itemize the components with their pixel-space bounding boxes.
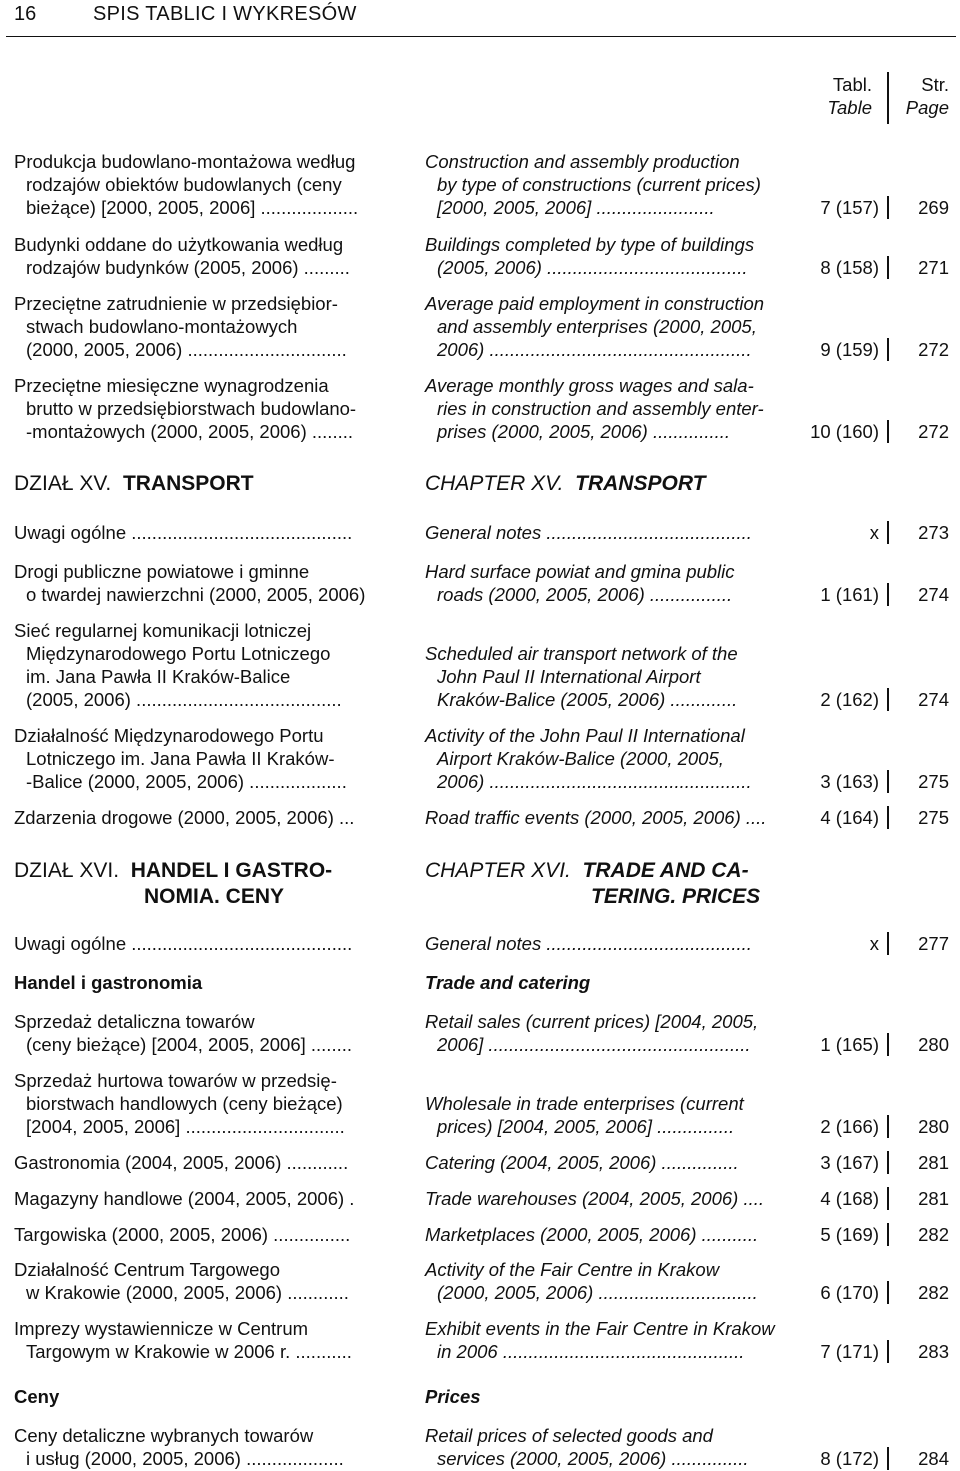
chapter-number: CHAPTER XVI. — [425, 859, 571, 882]
entry-text-line: Sieć regularnej komunikacji lotniczej — [14, 620, 312, 641]
column-divider — [887, 196, 889, 219]
entry-text-line: prices) [2004, 2005, 2006] ............... — [437, 1116, 735, 1137]
toc-entry-en — [425, 1223, 758, 1246]
toc-entry-en — [425, 150, 761, 219]
entry-text-line: Przeciętne zatrudnienie w przedsiębior- — [14, 293, 338, 314]
table-ref[interactable]: 8 (172) — [820, 1448, 879, 1469]
entry-text-line: Average paid employment in construction — [425, 293, 765, 314]
toc-entry-en — [425, 521, 752, 544]
header-rule — [6, 36, 956, 37]
entry-text-line: General notes ........................................ — [425, 933, 752, 954]
page-ref[interactable]: 281 — [918, 1152, 949, 1173]
toc-entry-pl — [14, 292, 347, 361]
entry-text-line: 2006) ................................................... — [437, 771, 752, 792]
column-divider — [887, 583, 889, 606]
toc-entry-en — [425, 1317, 775, 1363]
entry-text-line: Catering (2004, 2005, 2006) ............... — [425, 1152, 739, 1173]
page-ref[interactable]: 282 — [918, 1282, 949, 1303]
toc-entry-en — [425, 724, 752, 793]
entry-text-line: Międzynarodowego Portu Lotniczego — [26, 643, 331, 664]
entry-text-line: Construction and assembly production — [425, 151, 740, 172]
toc-entry-pl — [14, 150, 358, 219]
toc-entry-pl — [14, 1223, 350, 1246]
entry-text-line: Przeciętne miesięczne wynagrodzenia — [14, 375, 329, 396]
page-ref[interactable]: 282 — [918, 1224, 949, 1245]
entry-text-line: Lotniczego im. Jana Pawła II Kraków- — [26, 748, 335, 769]
entry-text-line: Exhibit events in the Fair Centre in Krakow — [425, 1318, 775, 1339]
toc-entry-pl — [14, 560, 365, 606]
entry-text-line: (ceny bieżące) [2004, 2005, 2006] ........ — [26, 1034, 353, 1055]
entry-text-line: Produkcja budowlano-montażowa według — [14, 151, 356, 172]
entry-text-line: 2006) ................................................... — [437, 339, 752, 360]
entry-text-line: Airport Kraków-Balice (2000, 2005, — [437, 748, 724, 769]
entry-text-line: Uwagi ogólne ........................................... — [14, 933, 353, 954]
entry-text-line: General notes ........................................ — [425, 522, 752, 543]
entry-text-line: Marketplaces (2000, 2005, 2006) ........... — [425, 1224, 759, 1245]
toc-entry-en — [425, 1010, 758, 1056]
entry-text-line: i usług (2000, 2005, 2006) ................... — [26, 1448, 344, 1469]
page-ref[interactable]: 274 — [918, 689, 949, 710]
entry-text-line: Trade warehouses (2004, 2005, 2006) .... — [425, 1188, 765, 1209]
entry-text-line: Drogi publiczne powiatowe i gminne — [14, 561, 310, 582]
entry-text-line: brutto w przedsiębiorstwach budowlano- — [26, 398, 357, 419]
table-ref[interactable]: x — [869, 522, 879, 543]
page-ref[interactable]: 269 — [918, 197, 949, 218]
table-ref[interactable]: 2 (166) — [820, 1116, 879, 1137]
toc-entry-pl — [14, 1424, 344, 1470]
entry-text-line: (2000, 2005, 2006) ............................... — [437, 1282, 758, 1303]
column-divider — [887, 806, 889, 829]
column-divider — [887, 338, 889, 361]
chapter-title: NOMIA. CENY — [144, 885, 285, 908]
column-divider — [887, 1447, 889, 1470]
table-ref[interactable]: 1 (165) — [820, 1034, 879, 1055]
column-divider — [887, 932, 889, 955]
entry-text-line: John Paul II International Airport — [437, 666, 701, 687]
column-header-tabl-pl: Tabl. — [832, 74, 872, 95]
page-ref[interactable]: 277 — [918, 933, 949, 954]
toc-entry-pl — [14, 806, 354, 829]
chapter-heading-en — [425, 858, 760, 910]
entry-text-line: Retail sales (current prices) [2004, 2005, — [425, 1011, 759, 1032]
toc-entry-en — [425, 1424, 749, 1470]
entry-text-line: rodzajów obiektów budowlanych (ceny — [26, 174, 342, 195]
chapter-title: TRANSPORT — [122, 472, 254, 495]
toc-entry-en — [425, 1151, 739, 1174]
entry-text-line: (2000, 2005, 2006) ............................... — [26, 339, 347, 360]
chapter-number: DZIAŁ XVI. — [14, 859, 120, 882]
entry-text-line: and assembly enterprises (2000, 2005, — [437, 316, 757, 337]
entry-text-line: Imprezy wystawiennicze w Centrum — [14, 1318, 309, 1339]
chapter-title: TRADE AND CA- — [582, 859, 749, 882]
table-ref[interactable]: 5 (169) — [820, 1224, 879, 1245]
entry-text-line: Zdarzenia drogowe (2000, 2005, 2006) ... — [14, 807, 355, 828]
toc-entry-en — [425, 560, 735, 606]
column-header-tabl-en: Table — [827, 97, 872, 118]
toc-entry-en — [425, 806, 766, 829]
table-ref[interactable]: 8 (158) — [820, 257, 879, 278]
page-ref[interactable]: 275 — [918, 771, 949, 792]
toc-entry-pl — [14, 1317, 352, 1363]
page-ref[interactable]: 281 — [918, 1188, 949, 1209]
table-ref[interactable]: x — [869, 933, 879, 954]
table-ref[interactable]: 4 (164) — [820, 807, 879, 828]
entry-text-line: bieżące) [2000, 2005, 2006] ................... — [26, 197, 359, 218]
entry-text-line: roads (2000, 2005, 2006) ................ — [437, 584, 733, 605]
chapter-number: DZIAŁ XV. — [14, 472, 112, 495]
entry-text-line: Road traffic events (2000, 2005, 2006) .... — [425, 807, 767, 828]
chapter-heading-pl — [14, 858, 332, 910]
entry-text-line: services (2000, 2005, 2006) ............... — [437, 1448, 749, 1469]
page-ref[interactable]: 273 — [918, 522, 949, 543]
entry-text-line: Kraków-Balice (2005, 2006) ............. — [437, 689, 738, 710]
column-divider — [887, 72, 889, 124]
chapter-heading-en — [425, 472, 705, 495]
table-ref[interactable]: 3 (163) — [820, 771, 879, 792]
chapter-number: CHAPTER XV. — [425, 472, 564, 495]
page-ref[interactable]: 275 — [918, 807, 949, 828]
column-header-str-en: Page — [905, 97, 949, 118]
entry-text-line: Ceny detaliczne wybranych towarów — [14, 1425, 314, 1446]
column-divider — [887, 688, 889, 711]
entry-text-line: [2004, 2005, 2006] ............................... — [26, 1116, 345, 1137]
entry-text-line: by type of constructions (current prices) — [437, 174, 761, 195]
entry-text-line: in 2006 ............................................... — [437, 1341, 745, 1362]
running-title: SPIS TABLIC I WYKRESÓW — [93, 3, 357, 25]
toc-entry-pl — [14, 932, 352, 955]
entry-text-line: Działalność Międzynarodowego Portu — [14, 725, 324, 746]
entry-text-line: Targowym w Krakowie w 2006 r. ........... — [26, 1341, 352, 1362]
column-divider — [887, 1281, 889, 1304]
table-ref[interactable]: 7 (157) — [820, 197, 879, 218]
page-ref[interactable]: 283 — [918, 1341, 949, 1362]
column-divider — [887, 420, 889, 443]
page-ref[interactable]: 284 — [918, 1448, 949, 1469]
entry-text-line: Retail prices of selected goods and — [425, 1425, 713, 1446]
toc-entry-en — [425, 642, 738, 711]
column-divider — [887, 1340, 889, 1363]
entry-text-line: Activity of the Fair Centre in Krakow — [425, 1259, 720, 1280]
column-divider — [887, 1151, 889, 1174]
toc-entry-en — [425, 1187, 764, 1210]
table-ref[interactable]: 2 (162) — [820, 689, 879, 710]
toc-entry-en — [425, 1258, 758, 1304]
entry-text-line: ries in construction and assembly enter- — [437, 398, 764, 419]
column-divider — [887, 1033, 889, 1056]
toc-entry-pl — [14, 374, 356, 443]
chapter-title: TRANSPORT — [575, 472, 706, 495]
entry-text-line: Scheduled air transport network of the — [425, 643, 738, 664]
entry-text-line: rodzajów budynków (2005, 2006) ......... — [26, 257, 350, 278]
page-ref[interactable]: 274 — [918, 584, 949, 605]
toc-entry-pl — [14, 233, 350, 279]
page-ref[interactable]: 271 — [918, 257, 949, 278]
entry-text-line: [2000, 2005, 2006] ....................... — [437, 197, 715, 218]
column-divider — [887, 770, 889, 793]
entry-text-line: Magazyny handlowe (2004, 2005, 2006) . — [14, 1188, 355, 1209]
entry-text-line: w Krakowie (2000, 2005, 2006) ............ — [26, 1282, 349, 1303]
toc-entry-pl — [14, 1187, 354, 1210]
toc-entry-en — [425, 374, 764, 443]
entry-text-line: Działalność Centrum Targowego — [14, 1259, 280, 1280]
toc-entry-pl — [14, 1010, 352, 1056]
table-ref[interactable]: 4 (168) — [820, 1188, 879, 1209]
column-divider — [887, 1223, 889, 1246]
column-header-page — [892, 73, 949, 119]
entry-text-line: Targowiska (2000, 2005, 2006) ............... — [14, 1224, 351, 1245]
toc-entry-en — [425, 233, 754, 279]
page-ref[interactable]: 272 — [918, 421, 949, 442]
table-ref[interactable]: 7 (171) — [820, 1341, 879, 1362]
entry-text-line: Buildings completed by type of buildings — [425, 234, 755, 255]
column-divider — [887, 1187, 889, 1210]
entry-text-line: -Balice (2000, 2005, 2006) ................... — [26, 771, 347, 792]
entry-text-line: Hard surface powiat and gmina public — [425, 561, 735, 582]
entry-text-line: (2005, 2006) ....................................... — [437, 257, 748, 278]
page-ref[interactable]: 280 — [918, 1116, 949, 1137]
entry-text-line: im. Jana Pawła II Kraków-Balice — [26, 666, 291, 687]
column-header-str-pl: Str. — [921, 74, 949, 95]
entry-text-line: -montażowych (2000, 2005, 2006) ........ — [26, 421, 354, 442]
chapter-title: HANDEL I GASTRO- — [130, 859, 333, 882]
entry-text-line: (2005, 2006) ........................................ — [26, 689, 342, 710]
entry-text-line: Wholesale in trade enterprises (current — [425, 1093, 744, 1114]
entry-text-line: o twardej nawierzchni (2000, 2005, 2006) — [26, 584, 366, 605]
table-ref[interactable]: 6 (170) — [820, 1282, 879, 1303]
toc-entry-en — [425, 1092, 744, 1138]
subsection-heading-pl: Handel i gastronomia — [14, 972, 203, 993]
page-ref[interactable]: 272 — [918, 339, 949, 360]
toc-entry-en — [425, 932, 752, 955]
subsection-heading-en: Prices — [425, 1386, 481, 1407]
column-divider — [887, 1115, 889, 1138]
table-ref[interactable]: 10 (160) — [810, 421, 879, 442]
entry-text-line: Sprzedaż detaliczna towarów — [14, 1011, 255, 1032]
chapter-heading-pl — [14, 472, 254, 495]
entry-text-line: Uwagi ogólne ........................................... — [14, 522, 353, 543]
column-divider — [887, 256, 889, 279]
column-header-table — [793, 73, 872, 119]
entry-text-line: Gastronomia (2004, 2005, 2006) ............ — [14, 1152, 349, 1173]
table-ref[interactable]: 9 (159) — [820, 339, 879, 360]
column-divider — [887, 521, 889, 544]
entry-text-line: Sprzedaż hurtowa towarów w przedsię- — [14, 1070, 337, 1091]
entry-text-line: 2006] ................................................... — [437, 1034, 751, 1055]
subsection-heading-pl: Ceny — [14, 1386, 60, 1407]
toc-entry-pl — [14, 1069, 345, 1138]
entry-text-line: Activity of the John Paul II International — [425, 725, 745, 746]
table-ref[interactable]: 1 (161) — [820, 584, 879, 605]
page-number: 16 — [14, 3, 37, 25]
entry-text-line: biorstwach handlowych (ceny bieżące) — [26, 1093, 343, 1114]
toc-entry-en — [425, 292, 764, 361]
toc-entry-pl — [14, 521, 352, 544]
table-ref[interactable]: 3 (167) — [820, 1152, 879, 1173]
toc-entry-pl — [14, 724, 347, 793]
entry-text-line: prises (2000, 2005, 2006) ............... — [437, 421, 731, 442]
entry-text-line: stwach budowlano-montażowych — [26, 316, 298, 337]
entry-text-line: Budynki oddane do użytkowania według — [14, 234, 344, 255]
toc-entry-pl — [14, 1151, 348, 1174]
toc-entry-pl — [14, 1258, 349, 1304]
chapter-title: TERING. PRICES — [591, 885, 761, 908]
entry-text-line: Average monthly gross wages and sala- — [425, 375, 754, 396]
toc-entry-pl — [14, 619, 342, 711]
subsection-heading-en: Trade and catering — [425, 972, 591, 993]
page-ref[interactable]: 280 — [918, 1034, 949, 1055]
